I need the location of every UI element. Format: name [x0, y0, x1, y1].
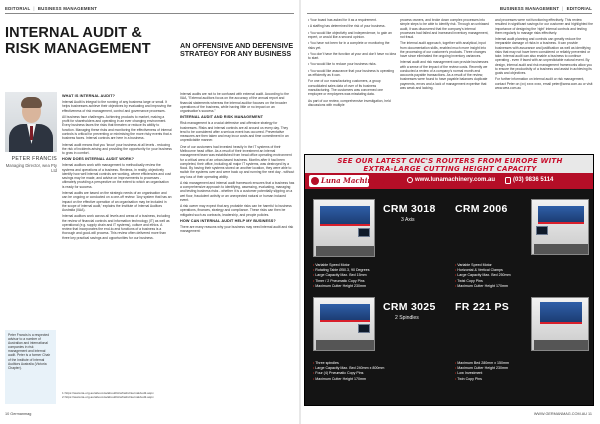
feature-item: • Three spindles: [313, 361, 448, 366]
feature-item: • Variable Speed Motor: [455, 263, 589, 268]
logo-mark-icon: [311, 177, 319, 185]
author-photo: [5, 92, 57, 152]
body-column-3: [308, 18, 396, 109]
section-label: EDITORIAL: [566, 6, 592, 11]
body-paragraph: The internal audit approach, together with analytical, input from documentation skills, enabled much more insight into the processing of our customer's products. Three changes have since eliminated the ongoing inventory variances.: [400, 41, 487, 59]
product-features: [313, 263, 443, 289]
body-paragraph: As part of our review, comprehensive investigation, held discussions with multiple: [308, 98, 391, 107]
body-paragraph: • Your board has asked for it as a requirement.: [308, 18, 377, 22]
body-paragraph: A risk owner may expect that any probable risks can be harmful to business operations, finances, strategy and compliance. These risks can then be mitigated such as contracts, leadership, and people policies.: [180, 204, 292, 217]
body-paragraph: • You would like objectivity and independence, to gain an expert, or would like a second opinion.: [308, 30, 392, 39]
section-heading: INTERNAL AUDIT AND RISK MANAGEMENT: [180, 115, 263, 120]
feature-item: • Horizontal & Vertical Clamps: [455, 268, 589, 273]
brand-name: Luna Machinery: [321, 176, 385, 185]
feature-item: • Maximum Cutter Height 230mm: [455, 366, 589, 371]
product-subtitle: 3 Axis: [401, 217, 415, 223]
body-paragraph: Internal audit planning and controls can greatly reduce the irreparable damage of risks in a business. It can provide businesses with assurance and justification as well as identifying risks that may not have been considered or reliably prevented or take. Internal audit can also enable a business to continue operating - even if faced with an unpredictable natural event. By design, internal audit and risk management frameworks allow you to ensure the productivity of a business and assist in achieving its goals and objectives.: [495, 37, 593, 76]
section-heading: WHAT IS INTERNAL AUDIT?: [62, 94, 116, 98]
body-paragraph: Internal audit means that you 'know' your business at all levels - reducing the risk of incidents arising and providing the opportunity for your business to grow in comfort.: [62, 142, 172, 156]
product-features: [455, 361, 589, 382]
body-paragraph: Internal auditors work with management to methodically review the systems and operations of a business. Reviews, in reality, objectively identify how well internal controls are working, where efficiencies and cost savings may be made, and advise on improvements to processes - ultimately providing a perspective on the extent to which an organisation is ready for success.: [62, 163, 172, 189]
author-role: Managing Director, wea Pty Ltd: [5, 163, 57, 173]
brand-logo: [309, 175, 385, 187]
running-title: BUSINESS MANAGEMENT: [37, 6, 98, 11]
body-paragraph: • You would like assurance that your business is operating as efficiently as it can.: [308, 68, 394, 78]
body-paragraph: • You have not been for in a complete or monitoring the risks yet.: [308, 41, 390, 50]
feature-item: • Maximum Cutter Height 170mm: [455, 284, 589, 289]
body-paragraph: and processes were not functioning effectively. This review resulted in significant savings for our customer and highlighted the importance of designing the 'right' internal controls and testing them regularly to manage risks effectively.: [495, 18, 593, 35]
page-folio-right: WWW.GERMANMAG.COM.AU 11: [533, 412, 592, 416]
body-column-1: [62, 92, 172, 242]
body-column-4: [400, 18, 490, 92]
section-heading: HOW CAN INTERNAL AUDIT HELP MY BUSINESS?: [180, 219, 276, 224]
body-paragraph: • You would like to reduce your business risks.: [308, 62, 377, 67]
running-head-right: BUSINESS MANAGEMENT | EDITORIAL: [499, 6, 592, 11]
body-column-5: [495, 18, 593, 92]
advert-slogan-line-1: SEE OUR LATEST CNC'S ROUTERS FROM EUROPE WITH: [337, 156, 563, 165]
feature-item: • Maximum Cutter Height 170mm: [313, 377, 448, 382]
body-paragraph: • A staffing has determined the risk of your business.: [308, 24, 386, 29]
body-paragraph: Internal audit and risk management can provide businesses with a sense of the impact of the review costs. Recently we conducted a review of a company's normal month-end accounts payable transactions. As a result of the review, businesses were found to have payable balances duplicate payments, errors and a lack of management expertise that was weak and lacking.: [400, 60, 489, 90]
body-paragraph: For one of our manufacturing customers, a group consolidated sales data of over of its business manufacturing. The customers was concerned one employee or employees was misstating data.: [308, 79, 384, 97]
body-paragraph: process owners, and broke down complex processes into simple steps to be able to identify risk. Through an unbiased audit, it was discovered that the company's internal processes had failed and increased inventory management, not fraud.: [400, 18, 489, 39]
advert-website-link[interactable]: www.lunamachinery.com.au: [415, 177, 496, 183]
body-paragraph: Internal Audit is integral to the running of any business large or small. It helps businesses achieve their objectives by evaluating and improving the effectiveness of risk management, control and governance processes.: [62, 100, 172, 113]
body-paragraph: All business face challenges. Achieving products to market, making a profit for shareholders and operating in an ever changing environment. Every business faces the risks that threaten or reduce its ability to function. Managing these risks and monitoring the effectiveness of internal controls is critical for preventing or minimising the more risky events that a business faces. Internal controls are here in a business.: [62, 114, 172, 141]
feature-item: • Maximum Bed 280mm x 150mm: [455, 361, 589, 366]
headline-line-2: RISK MANAGEMENT: [5, 40, 151, 57]
product-features: [313, 361, 448, 382]
machine-image-crm3025: [313, 297, 375, 351]
author-bio-box: Peter Francis is a respected advisor to a number of Australian and international companies in risk management and internal audit. Peter is a former Chair of the Institute of Internal Auditors Australia (Victoria Chapter).: [5, 330, 56, 404]
body-paragraph: Internal audits are not to be confused with external audit. According to the IIAA, "External auditors focus on the accuracy of the annual report and financial statements whereas the internal auditor focuses on the broader operations of the business, while having little or no impact on an organisation's success.": [180, 92, 289, 113]
body-paragraph: There are many reasons why your business may need internal audit and risk management:: [180, 225, 294, 234]
feature-item: • Large Capacity Max. Bed 250mm: [455, 273, 589, 278]
author-name: PETER FRANCIS: [11, 156, 57, 162]
feature-item: • Four (4) Pneumatic Copy Pins: [313, 371, 448, 376]
footnote: 1 https://www.iia.org.au/about-iia/aboutIIA/whatIsInternalAudit.aspx: [62, 391, 154, 395]
footnote: 2 https://www.iia.org.au/about-iia/aboutIIA/whatIsInternalAudit.aspx: [62, 395, 154, 400]
body-paragraph: Internal audits are based on the strategic needs of an organisation and can be ongoing or conducted on a one-off review. 'Any system that has an impact on the effective operation of an organisation may be included in the scope of internal audit,' explains the Institute of Internal Auditors Australia (IIAA).: [62, 191, 172, 213]
section-label: EDITORIAL: [5, 6, 31, 11]
product-name: CRM 2006: [455, 203, 508, 215]
feature-item: • Timer / 2 Pneumatic Copy Pins: [313, 279, 443, 284]
feature-item: • Low Investment: [455, 371, 589, 376]
advert-phone[interactable]: (03) 9836 5114: [513, 177, 554, 183]
body-paragraph: For further information on internal audit or risk management, contact Peter on (xx) xxxx xxxx, email peter@www.com.au or visit www.wea.com.au: [495, 77, 593, 90]
page-folio-left: 10 Germanmag: [5, 412, 32, 416]
feature-item: • Large Capacity Max. Bed 15mm: [313, 273, 443, 278]
feature-item: • Variable Speed Motor: [313, 263, 443, 268]
machine-image-fr221ps: [531, 297, 589, 351]
body-paragraph: One of our customers had invested heavily in the IT systems of their Melbourne head office. As a result of their investment an internal management team was established from head office operating environment for a critical area of an urban-based business. Months after it had been completed, their office, including all major IT systems, was destroyed by a flood. By having their systems stored on another location, they were able to switch the systems over and were back up and running the next day - without any loss of their operating ability.: [180, 144, 295, 179]
footnotes: [62, 391, 212, 400]
body-paragraph: Internal auditors work across all levels and areas of a business, including the review of financial controls and information technology (IT) as well as operational (e.g. supply chain and IT systems), culture and ethics. A review that incorporates the end-to-end functions of a business is a thorough and good-will process. This review often delivered more than three key practical savings and opportunities for our business.: [62, 214, 170, 240]
machine-image-crm2006: [531, 199, 589, 255]
feature-item: • Large Capacity Max. Bed 240mm x 800mm: [313, 366, 448, 371]
advert-slogan-line-2: EXTRA-LARGE CUTTING HEIGHT CAPACITY: [363, 163, 537, 173]
running-title: BUSINESS MANAGEMENT: [499, 6, 560, 11]
body-paragraph: • You don't have the function at your and don't have no idea to start.: [308, 51, 396, 61]
standfirst: AN OFFENSIVE AND DEFENSIVE STRATEGY FOR ANY BUSINESS: [180, 41, 294, 59]
body-paragraph: A risk management and internal audit framework ensures that a business has a comprehensive approach to identifying, assessing, evaluating, managing and testing business risks - whether it is a customer potentially slipping on a wet floor, fraudulent activity or an unexpected natural or human induced event.: [180, 180, 295, 202]
product-name: FR 221 PS: [455, 301, 510, 313]
feature-item: • Maximum Cutter Height 230mm: [313, 284, 443, 289]
article-headline: [5, 26, 175, 57]
product-features: [455, 263, 589, 289]
header-rule: [307, 13, 592, 14]
product-name: CRM 3018: [383, 203, 436, 215]
product-name: CRM 3025: [383, 301, 436, 313]
section-heading: HOW DOES INTERNAL AUDIT WORK?: [62, 157, 135, 162]
phone-icon: [505, 177, 511, 184]
feature-item: • Twist Copy Pins: [455, 279, 589, 284]
globe-icon: [407, 177, 413, 183]
body-paragraph: Risk management is a crucial defensive and offensive strategy for businesses. Risks and internal controls are all around us every day. They tend to be considered after a serious event has occurred. Preventative measures are then taken and may incur costs and time commitment in an unpredictable manner.: [180, 121, 289, 143]
product-subtitle: 2 Spindles: [395, 315, 419, 321]
feature-item: • Rotating Table Ø50.3, 90 Degrees: [313, 268, 443, 273]
advert-slogan: [309, 157, 591, 172]
right-page: [301, 0, 600, 424]
running-head-left: EDITORIAL | BUSINESS MANAGEMENT: [5, 6, 98, 11]
left-page: [0, 0, 299, 424]
headline-line-1: INTERNAL AUDIT &: [5, 25, 142, 41]
header-rule: [5, 13, 294, 14]
feature-item: • Twin Copy Pins: [455, 377, 589, 382]
body-column-2: [180, 92, 295, 236]
luna-machinery-advert[interactable]: [304, 154, 594, 406]
machine-image-crm3018: [313, 199, 375, 257]
